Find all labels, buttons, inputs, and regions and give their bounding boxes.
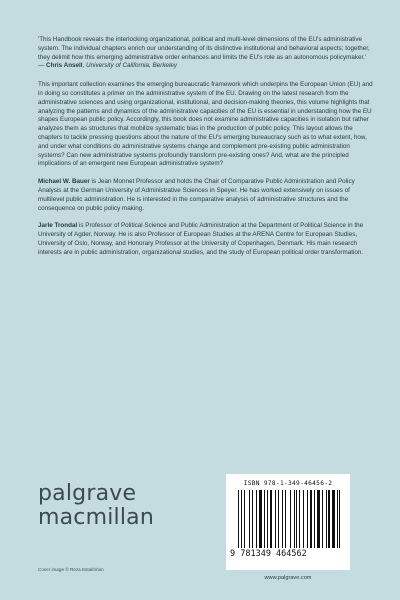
author-bio-text: is Professor of Political Science and Public Administration at the Department of Political Science in the University of Agder, Norway. He is also Professor of European Studies at the ARENA Centre for European Studies, University of Oslo, Norway, and Honorary Professor at the University of Copenhagen, Denmark. His main research interests are in public administration, organizational studies, and the study of European political order transformation. xyxy=(38,222,364,256)
barcode-bar xyxy=(314,490,315,548)
barcode-bar xyxy=(256,490,257,548)
author-bio xyxy=(38,222,374,257)
author-name: Jarle Trondal xyxy=(38,222,78,230)
barcode-bar xyxy=(326,490,327,548)
barcode-bar xyxy=(332,490,335,548)
barcode-bar xyxy=(307,490,308,548)
book-description: This important collection examines the emerging bureaucratic framework which underpins the European Union (EU) and in doing so constitutes a primer on the administrative system of the EU. Drawing on the latest research from the administrative sciences and using organizational, institutional, and decision-making theories, this volume highlights that analyzing the patterns and dynamics of the administrative capacities of the EU is essential in understanding how the EU shapes European public policy. Accordingly, this book does not examine administrative capacities in isolation but rather analyzes them as structures that mobilize systematic bias in the production of public policy. This layout allows the chapters to tackle pressing questions about the nature of the EU's emerging bureaucracy such as to what extent, how, and under what conditions do administrative systems change and complement pre-existing public administration systems? Can new administrative systems profoundly transform pre-existing ones? And, what are the principled implications of an emergent new European administrative system? xyxy=(38,81,373,168)
barcode-bar xyxy=(275,490,276,548)
author-name: Michael W. Bauer xyxy=(38,178,90,186)
barcode-bar xyxy=(290,490,291,548)
barcode-bar xyxy=(337,490,338,548)
barcode-bar xyxy=(296,490,297,548)
barcode-bar xyxy=(270,490,272,548)
barcode xyxy=(238,490,340,548)
barcode-bar xyxy=(267,490,268,548)
barcode-panel xyxy=(226,474,350,581)
barcode-bar xyxy=(322,490,323,548)
barcode-bar xyxy=(310,490,312,548)
barcode-bar xyxy=(303,490,304,548)
barcode-bar xyxy=(299,490,300,548)
back-cover-text xyxy=(38,36,374,267)
barcode-bar xyxy=(328,490,330,548)
author-bio-text: is Jean Monnet Professor and holds the Chair of Comparative Public Administration and Policy Analysis at the German University of Administrative Sciences in Speyer. He has worked extensively on issues of multilevel public administration. He is interested in the comparative analysis of administrative structures and the consequence on public policy making. xyxy=(38,178,355,212)
author-bio xyxy=(38,178,374,213)
endorser-name: Chris Ansell xyxy=(46,62,83,70)
barcode-bar xyxy=(317,490,320,548)
isbn-label: ISBN 978-1-349-46456-2 xyxy=(243,480,333,487)
publisher-logo-line1: palgrave xyxy=(38,481,137,506)
barcode-bar xyxy=(264,490,265,548)
barcode-bar xyxy=(259,490,262,548)
publisher-website: www.palgrave.com xyxy=(264,575,312,581)
barcode-bar xyxy=(238,490,239,548)
attribution-dash: — xyxy=(38,62,47,70)
barcode-bar xyxy=(241,490,242,548)
endorsement-quote: 'This Handbook reveals the interlocking organizational, political and multi-level dimensions of the EU's administrative system. The individual chapters enrich our understanding of its distinctive institutional and behavioral aspects; together, they delimit how this emerging administrative order enhances and limits the EU's role as an autonomous policymaker.' xyxy=(38,36,370,61)
barcode-bar xyxy=(285,490,286,548)
barcode-bar xyxy=(249,490,250,548)
barcode-bar xyxy=(252,490,254,548)
cover-image-credit: Cover image © Reza Estakhrian xyxy=(38,567,104,572)
barcode-bar xyxy=(244,490,245,548)
publisher-logo xyxy=(38,483,154,529)
barcode-bar xyxy=(278,490,279,548)
endorser-affiliation: , University of California, Berkeley xyxy=(82,62,178,70)
barcode-bar xyxy=(282,490,284,548)
publisher-logo-line2: macmillan xyxy=(38,505,155,530)
barcode-bar xyxy=(294,490,295,548)
barcode-bar xyxy=(339,490,340,548)
endorsement-attribution xyxy=(38,62,374,71)
barcode-digits: 9 781349 464562 xyxy=(230,549,307,559)
